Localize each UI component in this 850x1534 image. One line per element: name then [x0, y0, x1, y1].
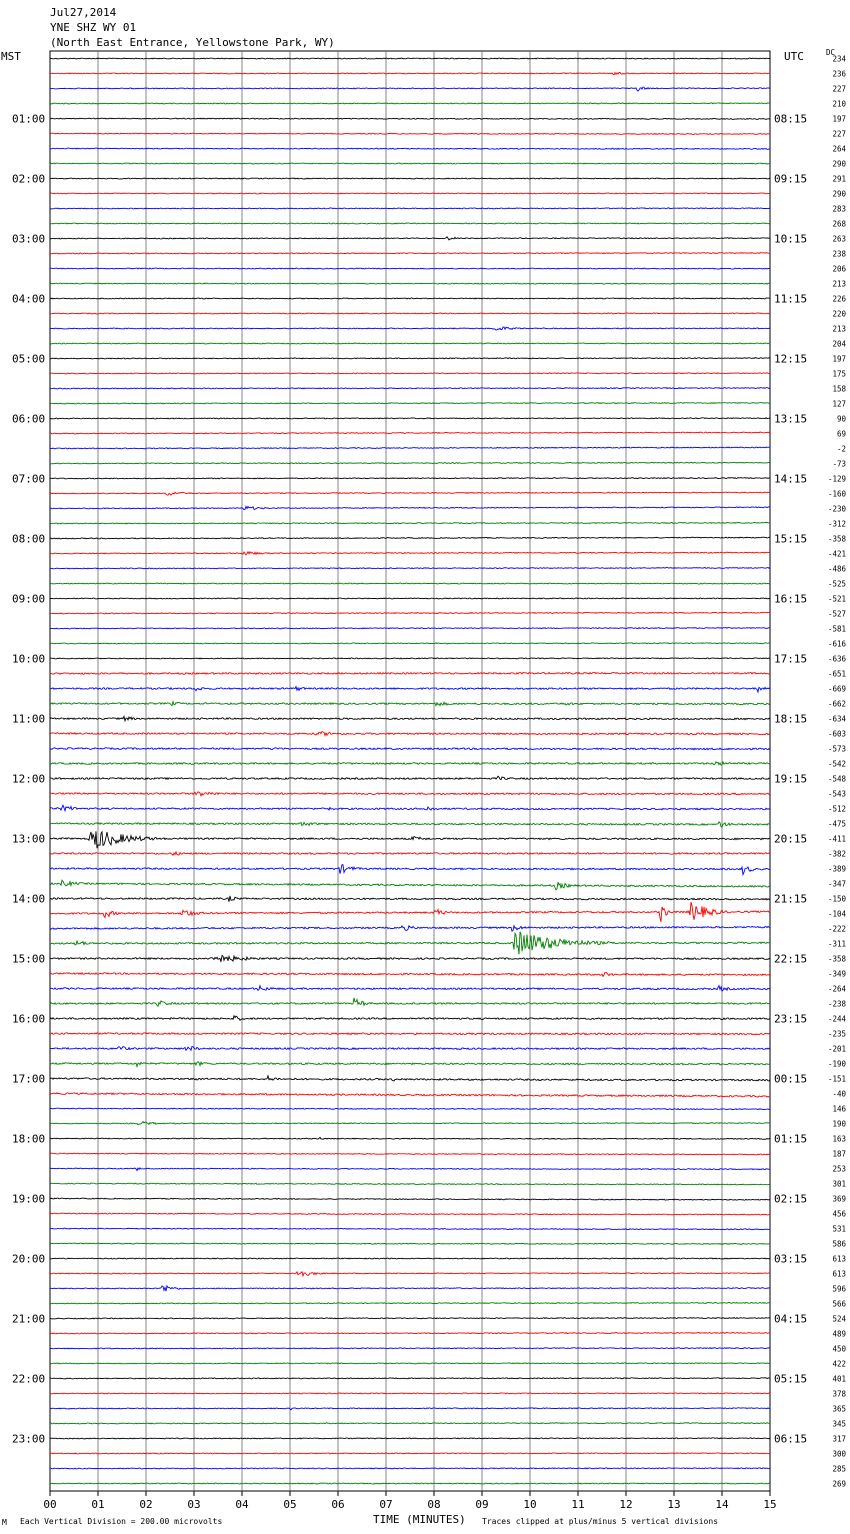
- trace-line: [50, 313, 770, 314]
- utc-hour-label: 14:15: [774, 472, 808, 486]
- trace-line: [50, 852, 770, 856]
- trace-line: [50, 998, 770, 1006]
- trace-line: [50, 628, 770, 629]
- trace-line: [50, 1438, 770, 1439]
- trace-line: [50, 403, 770, 404]
- trace-line: [50, 805, 770, 811]
- trace-line: [50, 253, 770, 254]
- dc-offset-label: -548: [827, 774, 846, 784]
- trace-line: [50, 462, 770, 464]
- trace-line: [50, 58, 770, 59]
- dc-offset-label: 456: [832, 1209, 846, 1219]
- dc-offset-label: -244: [827, 1014, 846, 1024]
- corner-mark: M: [2, 1518, 7, 1527]
- utc-hour-label: 00:15: [774, 1072, 808, 1086]
- trace-line: [50, 1108, 770, 1109]
- dc-offset-label: -358: [827, 954, 846, 964]
- utc-hour-label: 04:15: [774, 1312, 808, 1326]
- dc-offset-label: 90: [836, 414, 846, 424]
- mst-hour-label: 06:00: [12, 412, 46, 426]
- dc-offset-label: 206: [832, 264, 846, 274]
- trace-line: [50, 447, 770, 449]
- trace-line: [50, 902, 770, 922]
- trace-line: [50, 972, 770, 976]
- trace-line: [50, 1408, 770, 1410]
- trace-line: [50, 1046, 770, 1050]
- x-tick-label: 04: [235, 1498, 249, 1511]
- mst-hour-label: 16:00: [12, 1012, 46, 1026]
- trace-line: [50, 373, 770, 374]
- utc-hour-label: 03:15: [774, 1252, 808, 1266]
- trace-line: [50, 1121, 770, 1124]
- dc-offset-label: 401: [832, 1374, 846, 1384]
- mst-hour-label: 22:00: [12, 1372, 46, 1386]
- dc-offset-label: -349: [827, 969, 846, 979]
- dc-offset-label: 253: [832, 1164, 846, 1174]
- dc-offset-label: 163: [832, 1134, 846, 1144]
- dc-offset-label: 263: [832, 234, 846, 244]
- dc-offset-labels: [828, 55, 847, 1489]
- trace-line: [50, 1137, 770, 1139]
- trace-line: [50, 762, 770, 765]
- trace-line: [50, 163, 770, 164]
- dc-offset-label: -222: [827, 924, 846, 934]
- dc-offset-label: 269: [832, 1479, 846, 1489]
- dc-offset-label: 238: [832, 249, 846, 259]
- trace-line: [50, 522, 770, 524]
- mst-hour-label: 04:00: [12, 292, 46, 306]
- trace-line: [50, 103, 770, 104]
- trace-line: [50, 926, 770, 931]
- dc-offset-label: -636: [827, 654, 846, 664]
- trace-line: [50, 432, 770, 434]
- trace-line: [50, 537, 770, 539]
- dc-offset-label: 586: [832, 1239, 846, 1249]
- x-tick-label: 02: [139, 1498, 153, 1511]
- trace-line: [50, 1243, 770, 1244]
- x-tick-label: 15: [763, 1498, 777, 1511]
- trace-line: [50, 1183, 770, 1185]
- trace-line: [50, 1378, 770, 1379]
- trace-line: [50, 237, 770, 240]
- x-tick-label: 11: [571, 1498, 585, 1511]
- trace-line: [50, 358, 770, 359]
- trace-line: [50, 822, 770, 827]
- trace-line: [50, 932, 770, 955]
- x-tick-label: 09: [475, 1498, 489, 1511]
- dc-offset-label: -525: [827, 579, 846, 589]
- dc-offset-label: 204: [832, 339, 846, 349]
- trace-line: [50, 1318, 770, 1319]
- dc-offset-label: -190: [827, 1059, 846, 1069]
- dc-offset-label: 190: [832, 1119, 846, 1129]
- trace-line: [50, 193, 770, 194]
- dc-offset-label: -347: [827, 879, 846, 889]
- dc-offset-label: 127: [832, 399, 846, 409]
- right-timezone-label: UTC: [784, 50, 804, 63]
- dc-offset-label: 285: [832, 1464, 846, 1474]
- trace-line: [50, 1363, 770, 1364]
- trace-line: [50, 702, 770, 706]
- trace-line: [50, 268, 770, 269]
- dc-offset-label: -150: [827, 894, 846, 904]
- trace-line: [50, 87, 770, 91]
- utc-hour-label: 15:15: [774, 532, 808, 546]
- utc-hour-label: 16:15: [774, 592, 808, 606]
- mst-hour-label: 17:00: [12, 1072, 46, 1086]
- dc-offset-label: -651: [827, 669, 846, 679]
- trace-line: [50, 1453, 770, 1454]
- trace-line: [50, 831, 770, 848]
- mst-hour-label: 23:00: [12, 1432, 46, 1446]
- mst-hour-label: 08:00: [12, 532, 46, 546]
- dc-offset-label: -104: [827, 909, 846, 919]
- trace-line: [50, 643, 770, 644]
- dc-offset-label: 213: [832, 279, 846, 289]
- mst-hour-label: 19:00: [12, 1192, 46, 1206]
- dc-offset-label: 301: [832, 1179, 846, 1189]
- dc-offset-label: 290: [832, 159, 846, 169]
- trace-line: [50, 72, 770, 75]
- plot-frame: [50, 51, 770, 1491]
- utc-hour-label: 19:15: [774, 772, 808, 786]
- dc-offset-label: 197: [832, 354, 846, 364]
- dc-offset-label: -512: [827, 804, 846, 814]
- dc-offset-label: 613: [832, 1269, 846, 1279]
- utc-hour-label: 23:15: [774, 1012, 808, 1026]
- utc-hour-label: 05:15: [774, 1372, 808, 1386]
- trace-line: [50, 1483, 770, 1484]
- utc-hour-label: 20:15: [774, 832, 808, 846]
- dc-offset-label: 369: [832, 1194, 846, 1204]
- mst-hour-label: 14:00: [12, 892, 46, 906]
- clip-note: Traces clipped at plus/minus 5 vertical divisions: [482, 1517, 719, 1526]
- left-timezone-label: MST: [1, 50, 21, 63]
- trace-line: [50, 1213, 770, 1215]
- dc-offset-label: 283: [832, 204, 846, 214]
- dc-offset-label: 613: [832, 1254, 846, 1264]
- dc-offset-label: -264: [827, 984, 846, 994]
- scale-note: Each Vertical Division = 200.00 microvolts: [20, 1517, 223, 1526]
- trace-line: [50, 1333, 770, 1334]
- trace-line: [50, 178, 770, 179]
- trace-line: [50, 598, 770, 599]
- x-axis: [43, 1491, 776, 1511]
- dc-offset-label: -542: [827, 759, 846, 769]
- trace-line: [50, 1076, 770, 1081]
- traces: [50, 58, 770, 1484]
- trace-line: [50, 776, 770, 779]
- trace-line: [50, 1286, 770, 1291]
- trace-line: [50, 583, 770, 584]
- trace-line: [50, 986, 770, 992]
- dc-offset-label: 300: [832, 1449, 846, 1459]
- dc-offset-label: 422: [832, 1359, 846, 1369]
- trace-line: [50, 1393, 770, 1394]
- trace-line: [50, 148, 770, 149]
- mst-hour-label: 15:00: [12, 952, 46, 966]
- dc-offset-label: -40: [832, 1089, 846, 1099]
- utc-hour-label: 02:15: [774, 1192, 808, 1206]
- dc-offset-label: -230: [827, 504, 846, 514]
- trace-line: [50, 1168, 770, 1171]
- dc-offset-label: 524: [832, 1314, 846, 1324]
- mst-hour-label: 12:00: [12, 772, 46, 786]
- trace-line: [50, 506, 770, 509]
- mst-hour-label: 10:00: [12, 652, 46, 666]
- dc-offset-label: 158: [832, 384, 846, 394]
- dc-offset-label: -2: [836, 444, 846, 454]
- dc-offset-label: -662: [827, 699, 846, 709]
- dc-offset-label: 345: [832, 1419, 846, 1429]
- trace-line: [50, 133, 770, 134]
- dc-offset-label: 220: [832, 309, 846, 319]
- dc-offset-label: -238: [827, 999, 846, 1009]
- trace-line: [50, 1062, 770, 1067]
- dc-offset-label: -311: [827, 939, 846, 949]
- mst-hour-label: 02:00: [12, 172, 46, 186]
- dc-offset-label: -543: [827, 789, 846, 799]
- dc-offset-label: -634: [827, 714, 846, 724]
- mst-hour-label: 01:00: [12, 112, 46, 126]
- dc-offset-label: -573: [827, 744, 846, 754]
- utc-hour-label: 01:15: [774, 1132, 808, 1146]
- dc-offset-label: -235: [827, 1029, 846, 1039]
- trace-line: [50, 552, 770, 555]
- dc-offset-label: 489: [832, 1329, 846, 1339]
- mst-hour-label: 11:00: [12, 712, 46, 726]
- utc-hour-label: 10:15: [774, 232, 808, 246]
- dc-offset-label: 146: [832, 1104, 846, 1114]
- dc-offset-label: 290: [832, 189, 846, 199]
- x-tick-label: 05: [283, 1498, 297, 1511]
- trace-line: [50, 1228, 770, 1230]
- utc-hour-label: 22:15: [774, 952, 808, 966]
- dc-offset-label: -312: [827, 519, 846, 529]
- dc-offset-label: 227: [832, 129, 846, 139]
- dc-offset-label: -358: [827, 534, 846, 544]
- trace-line: [50, 567, 770, 568]
- station-label: YNE SHZ WY 01: [50, 21, 137, 34]
- trace-line: [50, 298, 770, 299]
- trace-line: [50, 955, 770, 961]
- dc-offset-label: 264: [832, 144, 846, 154]
- utc-hour-label: 17:15: [774, 652, 808, 666]
- trace-line: [50, 658, 770, 659]
- dc-offset-label: -389: [827, 864, 846, 874]
- trace-line: [50, 118, 770, 119]
- mst-hour-label: 07:00: [12, 472, 46, 486]
- dc-offset-label: -73: [832, 459, 846, 469]
- trace-line: [50, 208, 770, 209]
- trace-line: [50, 687, 770, 692]
- dc-offset-label: -160: [827, 489, 846, 499]
- trace-line: [50, 1348, 770, 1349]
- utc-hour-label: 12:15: [774, 352, 808, 366]
- dc-offset-label: -669: [827, 684, 846, 694]
- x-tick-label: 12: [619, 1498, 633, 1511]
- x-tick-label: 06: [331, 1498, 345, 1511]
- mst-hour-label: 03:00: [12, 232, 46, 246]
- trace-line: [50, 1198, 770, 1200]
- mst-hour-label: 09:00: [12, 592, 46, 606]
- dc-offset-label: -129: [827, 474, 846, 484]
- x-tick-label: 14: [715, 1498, 729, 1511]
- dc-offset-label: 291: [832, 174, 846, 184]
- mst-hour-label: 21:00: [12, 1312, 46, 1326]
- dc-offset-label: 596: [832, 1284, 846, 1294]
- trace-line: [50, 492, 770, 495]
- dc-offset-label: 227: [832, 84, 846, 94]
- location-label: (North East Entrance, Yellowstone Park, WY): [50, 36, 335, 49]
- trace-line: [50, 223, 770, 224]
- trace-line: [50, 612, 770, 614]
- trace-line: [50, 283, 770, 284]
- utc-hour-label: 18:15: [774, 712, 808, 726]
- trace-line: [50, 896, 770, 902]
- dc-offset-label: -411: [827, 834, 846, 844]
- mst-hour-label: 13:00: [12, 832, 46, 846]
- mst-hour-label: 18:00: [12, 1132, 46, 1146]
- trace-line: [50, 478, 770, 479]
- dc-offset-label: 317: [832, 1434, 846, 1444]
- trace-line: [50, 865, 770, 875]
- dc-offset-label: -201: [827, 1044, 846, 1054]
- mst-hour-label: 05:00: [12, 352, 46, 366]
- mst-hour-label: 20:00: [12, 1252, 46, 1266]
- dc-offset-label: 236: [832, 69, 846, 79]
- trace-line: [50, 748, 770, 750]
- dc-offset-label: -581: [827, 624, 846, 634]
- utc-hour-label: 06:15: [774, 1432, 808, 1446]
- trace-line: [50, 1272, 770, 1276]
- trace-line: [50, 1153, 770, 1155]
- x-tick-label: 13: [667, 1498, 681, 1511]
- dc-header-label: DC: [826, 48, 836, 57]
- dc-offset-label: 531: [832, 1224, 846, 1234]
- dc-offset-label: -603: [827, 729, 846, 739]
- trace-line: [50, 388, 770, 389]
- trace-line: [50, 1033, 770, 1035]
- trace-line: [50, 1258, 770, 1259]
- dc-offset-label: 213: [832, 324, 846, 334]
- dc-offset-label: 450: [832, 1344, 846, 1354]
- utc-hour-label: 11:15: [774, 292, 808, 306]
- trace-line: [50, 880, 770, 890]
- date-label: Jul27,2014: [50, 6, 117, 19]
- trace-line: [50, 732, 770, 736]
- dc-offset-label: -616: [827, 639, 846, 649]
- dc-offset-label: 226: [832, 294, 846, 304]
- dc-offset-label: -382: [827, 849, 846, 859]
- x-tick-label: 03: [187, 1498, 201, 1511]
- x-tick-label: 00: [43, 1498, 57, 1511]
- utc-hour-label: 13:15: [774, 412, 808, 426]
- dc-offset-label: -486: [827, 564, 846, 574]
- dc-offset-label: 268: [832, 219, 846, 229]
- utc-hour-label: 21:15: [774, 892, 808, 906]
- dc-offset-label: 175: [832, 369, 846, 379]
- dc-offset-label: 566: [832, 1299, 846, 1309]
- dc-offset-label: -421: [827, 549, 846, 559]
- dc-offset-label: 378: [832, 1389, 846, 1399]
- trace-line: [50, 792, 770, 796]
- x-tick-label: 10: [523, 1498, 537, 1511]
- dc-offset-label: -521: [827, 594, 846, 604]
- dc-offset-label: -475: [827, 819, 846, 829]
- trace-line: [50, 1468, 770, 1469]
- trace-line: [50, 343, 770, 344]
- utc-hour-label: 08:15: [774, 112, 808, 126]
- trace-line: [50, 418, 770, 419]
- dc-offset-label: 69: [836, 429, 846, 439]
- dc-offset-label: 234: [832, 54, 846, 64]
- x-tick-label: 07: [379, 1498, 393, 1511]
- dc-offset-label: 197: [832, 114, 846, 124]
- trace-line: [50, 672, 770, 674]
- dc-offset-label: 365: [832, 1404, 846, 1414]
- trace-line: [50, 1093, 770, 1097]
- utc-hour-label: 09:15: [774, 172, 808, 186]
- dc-offset-label: 210: [832, 99, 846, 109]
- trace-line: [50, 1302, 770, 1303]
- trace-line: [50, 716, 770, 720]
- dc-offset-label: -527: [827, 609, 846, 619]
- dc-offset-label: -151: [827, 1074, 846, 1084]
- x-axis-label: TIME (MINUTES): [373, 1513, 466, 1526]
- trace-line: [50, 327, 770, 330]
- trace-line: [50, 1423, 770, 1424]
- x-tick-label: 01: [91, 1498, 105, 1511]
- x-tick-label: 08: [427, 1498, 441, 1511]
- grid: [50, 51, 770, 1491]
- dc-offset-label: 187: [832, 1149, 846, 1159]
- trace-line: [50, 1016, 770, 1021]
